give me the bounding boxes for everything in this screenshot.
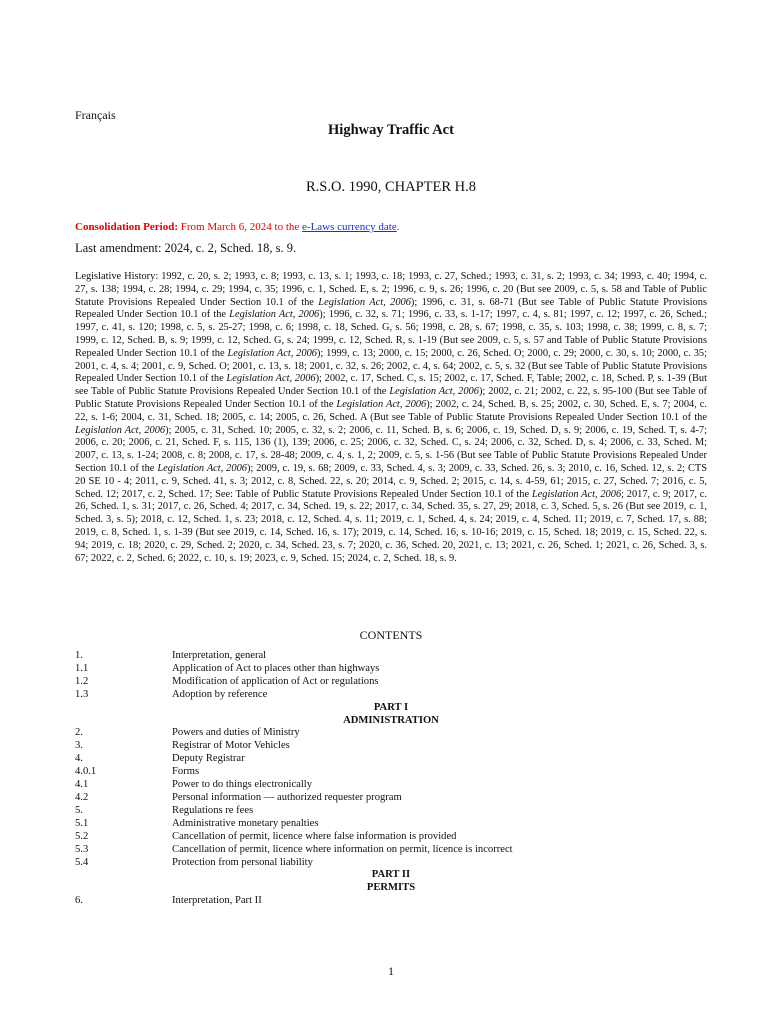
table-of-contents — [75, 650, 707, 908]
toc-section-number: 4.2 — [75, 791, 89, 803]
toc-row[interactable] — [75, 689, 707, 702]
toc-section-title[interactable]: Application of Act to places other than highways — [172, 662, 380, 674]
toc-section-number: 4.1 — [75, 779, 89, 791]
toc-section-number: 5.1 — [75, 817, 89, 829]
history-text: ; 2017, c. 9; 2017, c. 26, Sched. 1, s. 31; 2017, c. 26, Sched. 4; 2017, c. 34, Sched. 19, s. 22; 2017, c. 34, Sched. 35, s. 27, 29; 2018, c. 3, Sched. 5, s. 26 (But see 2019, c. 1, Sched. 3, s. 5); 2018, c. 12, Sched. 1, s. 23; 2018, c. 12, Sched. 4, s. 11; 2019, c. 1, Sched. 4, s. 24; 2019, c. 4, Sched. 11; 2019, c. 7, Sched. 17, s. 88; 2019, c. 8, Sched. 1, s. 1-39 (But see 2019, c. 14, Sched. 16, s. 17); 2019, c. 14, Sched. 16, s. 10-16; 2019, c. 15, Sched. 18; 2019, c. 15, Sched. 22, s. 94; 2019, c. 18; 2020, c. 29, Sched. 2; 2020, c. 34, Sched. 23, s. 7; 2020, c. 36, Sched. 20, 2021, c. 13; 2021, c. 26, Sched. 1; 2021, c. 26, Sched. 3, s. 67; 2022, c. 2, Sched. 6; 2022, c. 10, s. 19; 2023, c. 9, Sched. 15; 2024, c. 2, Sched. 18, s. 9. — [75, 488, 707, 564]
act-citation: Legislation Act, 2006 — [226, 373, 316, 385]
toc-row[interactable] — [75, 779, 707, 792]
consolidation-label: Consolidation Period: — [75, 221, 178, 233]
toc-section-title[interactable]: Cancellation of permit, licence where information on permit, licence is incorrect — [172, 843, 513, 855]
contents-heading: CONTENTS — [359, 628, 423, 642]
history-text: ); 2002, c. 24, Sched. B, s. 25; 2002, c. 30, Sched. E, s. 7; 2004, c. 22, s. 1-6; 2004, c. 31, Sched. 18; 2005, c. 14; 2005, c. 26, Sched. A (But see Table of Public Statute Provisions Repealed Under Section 10.1 of the — [75, 398, 708, 423]
page-number: 1 — [388, 964, 394, 978]
toc-section-title[interactable]: Deputy Registrar — [172, 753, 245, 765]
history-text: Legislative History: 1992, c. 20, s. 2; 1993, c. 8; 1993, c. 13, s. 1; 1993, c. 18; 1993, c. 27, Sched.; 1993, c. 31, s. 2; 1993, c. 34; 1993, c. 40; 1994, c. 27, s. 138; 1994, c. 28; 1994, c. 29; 1994, c. 35; 1996, c. 1, Sched. E, s. 2; 1996, c. 9, s. 26; 1996, c. 20 (But see 2009, c. 5, s. 58 and Table of Public Statute Provisions Repealed Under Section 10.1 of the — [75, 271, 707, 308]
toc-section-number: 5. — [75, 804, 83, 816]
francais-link[interactable]: Français — [75, 108, 116, 122]
toc-section-title[interactable]: Administrative monetary penalties — [172, 817, 319, 829]
toc-section-number: 6. — [75, 895, 83, 907]
toc-row[interactable] — [75, 844, 707, 857]
toc-section-title[interactable]: Forms — [172, 766, 200, 778]
toc-section-title[interactable]: Cancellation of permit, licence where false information is provided — [172, 830, 457, 842]
act-citation: Legislation Act, 2006 — [157, 462, 247, 474]
e-laws-currency-link[interactable]: e-Laws currency date — [302, 221, 397, 233]
toc-part-heading: ADMINISTRATION — [343, 714, 439, 726]
toc-row[interactable] — [75, 831, 707, 844]
toc-section-title[interactable]: Power to do things electronically — [172, 779, 313, 791]
act-citation: Legislation Act, 2006 — [75, 424, 166, 436]
toc-section-number: 5.3 — [75, 843, 89, 855]
legislative-history — [75, 271, 707, 565]
chapter-heading: R.S.O. 1990, CHAPTER H.8 — [306, 179, 476, 195]
toc-section-number: 4.0.1 — [75, 766, 97, 778]
consolidation-text: From March 6, 2024 to the — [177, 221, 303, 233]
toc-section-number: 4. — [75, 753, 83, 765]
toc-part-heading: PART I — [373, 701, 409, 713]
toc-section-title[interactable]: Interpretation, general — [172, 650, 267, 661]
toc-row[interactable] — [75, 895, 707, 908]
toc-row[interactable] — [75, 857, 707, 870]
toc-part-heading: PART II — [371, 869, 411, 881]
toc-section-title[interactable]: Modification of application of Act or regulations — [172, 675, 379, 687]
consolidation-period — [75, 221, 399, 233]
toc-section-title[interactable]: Protection from personal liability — [172, 856, 313, 868]
history-text: ); 2005, c. 31, Sched. 10; 2005, c. 32, s. 2; 2006, c. 11, Sched. B, s. 6; 2006, c. 19, Sched. D, s. 9; 2006, c. 19, Sched. T, s. 4-7; 2006, c. 20; 2006, c. 21, Sched. F, s. 115, 136 (1), 139; 2006, c. 25; 2006, c. 32, Sched. C, s. 24; 2006, c. 32, Sched. D, s. 4; 2006, c. 33, Sched. M; 2007, c. 13, s. 1-24; 2008, c. 8; 2008, c. 17, s. 28-48; 2009, c. 4, s. 1, 2; 2009, c. 5, s. 1-56 (But see Table of Public Statute Provisions Repealed Under Section 10.1 of the — [75, 424, 708, 474]
act-citation: Legislation Act, 2006 — [227, 347, 317, 359]
toc-section-number: 1.2 — [75, 675, 89, 687]
toc-row[interactable] — [75, 740, 707, 753]
toc-row[interactable] — [75, 676, 707, 689]
toc-section-title[interactable]: Personal information — authorized requester program — [172, 791, 402, 803]
act-citation: Legislation Act, 2006 — [389, 386, 479, 398]
toc-row[interactable] — [75, 766, 707, 779]
toc-section-title[interactable]: Adoption by reference — [172, 688, 268, 700]
history-text: ); 1999, c. 13; 2000, c. 15; 2000, c. 26, Sched. O; 2000, c. 29; 2000, c. 30, s. 10; 2000, c. 35; 2001, c. 4, s. 4; 2001, c. 9, Sched. O; 2001, c. 13, s. 18; 2001, c. 32, s. 26; 2002, c. 4, s. 64; 2002, c. 5, s. 32 (But see Table of Public Statute Provisions Repealed Under Section 10.1 of the — [75, 347, 707, 385]
act-citation: Legislation Act, 2006 — [531, 488, 622, 500]
act-citation: Legislation Act, 2006 — [318, 296, 411, 308]
history-text: ); 2002, c. 21; 2002, c. 22, s. 95-100 (But see Table of Public Statute Provisions Repealed Under Section 10.1 of the — [75, 386, 707, 410]
toc-row[interactable] — [75, 650, 707, 663]
toc-section-number: 5.4 — [75, 856, 89, 868]
toc-section-title[interactable]: Registrar of Motor Vehicles — [172, 740, 290, 752]
toc-section-number: 1. — [75, 650, 83, 661]
act-citation: Legislation Act, 2006 — [229, 309, 320, 321]
act-citation: Legislation Act, 2006 — [336, 398, 427, 410]
toc-part-heading: PERMITS — [366, 882, 416, 894]
toc-row[interactable] — [75, 818, 707, 831]
toc-row[interactable] — [75, 663, 707, 676]
toc-row[interactable] — [75, 753, 707, 766]
toc-row[interactable] — [75, 805, 707, 818]
toc-section-title[interactable]: Powers and duties of Ministry — [172, 727, 300, 739]
toc-row[interactable] — [75, 792, 707, 805]
consolidation-end: . — [396, 221, 400, 233]
act-title: Highway Traffic Act — [328, 122, 454, 138]
toc-section-number: 1.1 — [75, 662, 89, 674]
history-text: ); 2009, c. 19, s. 68; 2009, c. 33, Sched. 4, s. 3; 2009, c. 33, Sched. 26, s. 3; 2010, c. 16, Sched. 12, s. 2; CTS 20 SE 10 - 4; 2011, c. 9, Sched. 41, s. 3; 2012, c. 8, Sched. 22, s. 20; 2014, c. 9, Sched. 2; 2015, c. 14, s. 4-59, 61; 2015, c. 27, Sched. 7; 2016, c. 5, Sched. 12; 2017, c. 2, Sched. 17; See: Table of Public Statute Provisions Repealed Under Section 10.1 of the — [75, 462, 708, 500]
toc-section-number: 2. — [75, 727, 83, 739]
history-text: ); 1996, c. 32, s. 71; 1996, c. 33, s. 1-17; 1997, c. 4, s. 81; 1997, c. 12; 1997, c. 26, Sched.; 1997, c. 41, s. 120; 1998, c. 5, s. 25-27; 1998, c. 6; 1998, c. 18, Sched. G, s. 56; 1998, c. 28, s. 67; 1998, c. 35, s. 103; 1998, c. 38; 1999, c. 8, s. 7; 1999, c. 12, Sched. B, s. 9; 1999, c. 12, Sched. G, s. 24; 1999, c. 12, Sched. R, s. 1-19 (But see 2009, c. 5, s. 57 and Table of Public Statute Provisions Repealed Under Section 10.1 of the — [75, 309, 707, 359]
toc-section-title[interactable]: Regulations re fees — [172, 804, 254, 816]
toc-section-number: 1.3 — [75, 688, 89, 700]
history-text: ); 1996, c. 31, s. 68-71 (But see Table of Public Statute Provisions Repealed Under Section 10.1 of the — [75, 296, 707, 321]
history-text: ); 2002, c. 17, Sched. C, s. 15; 2002, c. 17, Sched. F, Table; 2002, c. 18, Sched. P, s. 1-39 (But see Table of Public Statute Provisions Repealed Under Section 10.1 of the — [75, 373, 707, 398]
toc-section-number: 5.2 — [75, 830, 89, 842]
toc-section-title[interactable]: Interpretation, Part II — [172, 895, 262, 907]
toc-row[interactable] — [75, 727, 707, 740]
document-page — [75, 0, 707, 1024]
last-amendment: Last amendment: 2024, c. 2, Sched. 18, s. 9. — [75, 241, 297, 255]
toc-section-number: 3. — [75, 740, 83, 752]
